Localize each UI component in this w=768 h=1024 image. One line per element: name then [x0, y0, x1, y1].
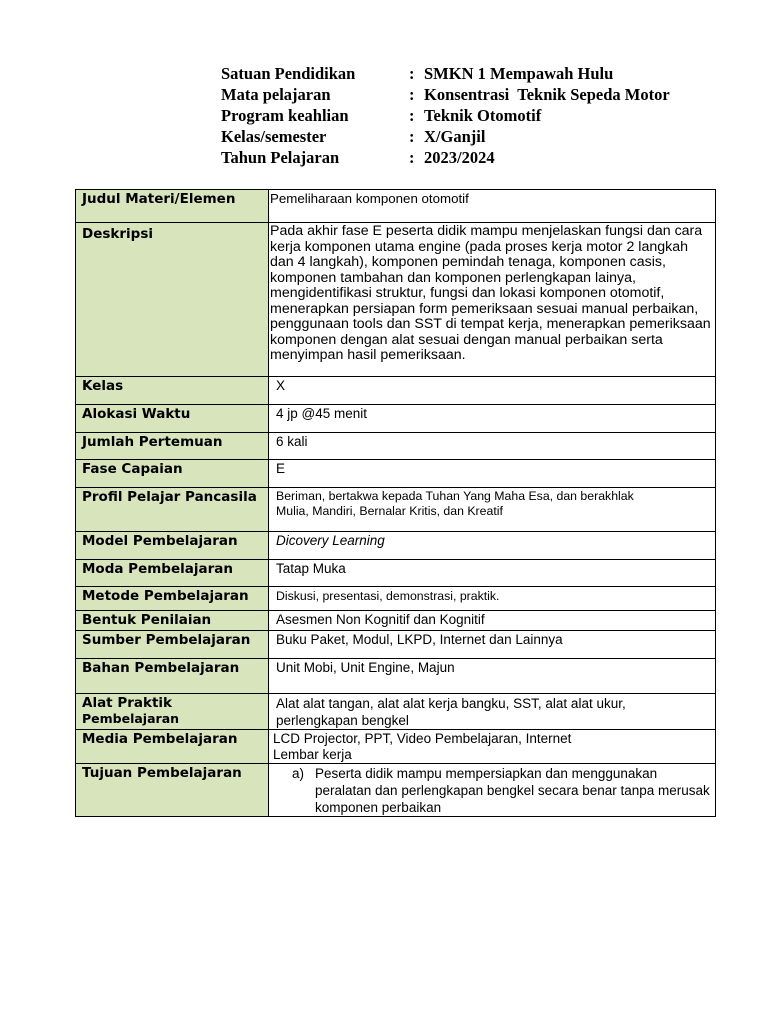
header-row-satuan: [221, 63, 670, 84]
row-value: [269, 730, 716, 764]
row-label: Media Pembelajaran: [76, 730, 269, 764]
header-colon: :: [409, 64, 415, 83]
header-label: Kelas/semester: [221, 127, 327, 146]
row-label: Tujuan Pembelajaran: [76, 764, 269, 817]
row-value: [269, 488, 716, 532]
row-value: X: [269, 377, 716, 405]
label-line: Alat Praktik: [82, 695, 173, 711]
header-value: SMKN 1 Mempawah Hulu: [424, 64, 614, 83]
row-value: 4 jp @45 menit: [269, 405, 716, 433]
header-label: Program keahlian: [221, 106, 349, 125]
row-value: [269, 764, 716, 817]
row-value: [269, 694, 716, 730]
table-row-alat: [76, 694, 716, 730]
table-row-moda: [76, 560, 716, 587]
row-label: Jumlah Pertemuan: [76, 433, 269, 460]
header-colon: :: [409, 148, 415, 167]
table-row-kelas: [76, 377, 716, 405]
value-line: Mulia, Mandiri, Bernalar Kritis, dan Kreatif: [276, 504, 503, 518]
row-value: Diskusi, presentasi, demonstrasi, praktik.: [269, 587, 716, 611]
row-value: Tatap Muka: [269, 560, 716, 587]
row-value: Dicovery Learning: [269, 532, 716, 560]
header-label: Tahun Pelajaran: [221, 148, 340, 167]
row-label: Alokasi Waktu: [76, 405, 269, 433]
header-row-kelas: [221, 126, 670, 147]
table-row-model: [76, 532, 716, 560]
header-label: Mata pelajaran: [221, 85, 331, 104]
table-row-judul: [76, 190, 716, 223]
row-value: Pada akhir fase E peserta didik mampu menjelaskan fungsi dan cara kerja komponen utama engine (pada proses kerja motor 2 langkah dan 4 langkah), komponen pemindah tenaga, komponen casis, komponen tambahan dan komponen perlengkapan lainya, mengidentifikasi struktur, fungsi dan lokasi komponen otomotif, menerapkan persiapan form pemeriksaan sesuai manual perbaikan, penggunaan tools dan SST di tempat kerja, menerapkan pemeriksaan komponen dengan alat sesuai dengan manual perbaikan serta menyimpan hasil pemeriksaan.: [269, 223, 716, 377]
value-line: LCD Projector, PPT, Video Pembelajaran, Internet: [273, 731, 572, 746]
row-label: [76, 694, 269, 730]
table-row-fase: [76, 460, 716, 488]
header-colon: :: [409, 127, 415, 146]
table-row-deskripsi: [76, 223, 716, 377]
row-label: Kelas: [76, 377, 269, 405]
table-row-bahan: [76, 659, 716, 694]
document-header: [221, 63, 670, 168]
row-value: Pemeliharaan komponen otomotif: [269, 190, 716, 223]
value-line: perlengkapan bengkel: [276, 713, 409, 728]
table-row-penilaian: [76, 611, 716, 631]
row-label: Bentuk Penilaian: [76, 611, 269, 631]
header-row-program: [221, 105, 670, 126]
table-row-media: [76, 730, 716, 764]
header-colon: :: [409, 85, 415, 104]
goals-list: [269, 765, 711, 816]
value-line: Beriman, bertakwa kepada Tuhan Yang Maha Esa, dan berakhlak: [276, 489, 634, 503]
module-info-table: [75, 189, 716, 817]
row-label: Model Pembelajaran: [76, 532, 269, 560]
row-value: Unit Mobi, Unit Engine, Majun: [269, 659, 716, 694]
value-line: Lembar kerja: [273, 747, 352, 762]
header-row-tahun: [221, 147, 670, 168]
row-label: Judul Materi/Elemen: [76, 190, 269, 223]
row-label: Profil Pelajar Pancasila: [76, 488, 269, 532]
table-row-tujuan: [76, 764, 716, 817]
row-value: E: [269, 460, 716, 488]
row-label: Moda Pembelajaran: [76, 560, 269, 587]
table-row-alokasi: [76, 405, 716, 433]
row-label: Bahan Pembelajaran: [76, 659, 269, 694]
list-item: [292, 765, 711, 816]
row-label: Metode Pembelajaran: [76, 587, 269, 611]
header-label: Satuan Pendidikan: [221, 64, 356, 83]
row-label: Deskripsi: [76, 223, 269, 377]
header-row-mapel: [221, 84, 670, 105]
list-item-text: Peserta didik mampu mempersiapkan dan menggunakan peralatan dan perlengkapan bengkel secara benar tanpa merusak komponen perbaikan: [315, 766, 710, 815]
table-row-metode: [76, 587, 716, 611]
list-marker: a): [292, 766, 305, 781]
row-value: Asesmen Non Kognitif dan Kognitif: [269, 611, 716, 631]
header-colon: :: [409, 106, 415, 125]
row-label: Fase Capaian: [76, 460, 269, 488]
row-value: 6 kali: [269, 433, 716, 460]
table-row-pertemuan: [76, 433, 716, 460]
header-value: Teknik Otomotif: [424, 106, 542, 125]
header-value: X/Ganjil: [424, 127, 486, 146]
table-row-profil: [76, 488, 716, 532]
header-value: 2023/2024: [424, 148, 495, 167]
row-value: Buku Paket, Modul, LKPD, Internet dan Lainnya: [269, 631, 716, 659]
header-value: Konsentrasi Teknik Sepeda Motor: [424, 85, 670, 104]
table-row-sumber: [76, 631, 716, 659]
label-line: Pembelajaran: [82, 711, 180, 726]
value-line: Alat alat tangan, alat alat kerja bangku, SST, alat alat ukur,: [276, 696, 626, 711]
row-label: Sumber Pembelajaran: [76, 631, 269, 659]
